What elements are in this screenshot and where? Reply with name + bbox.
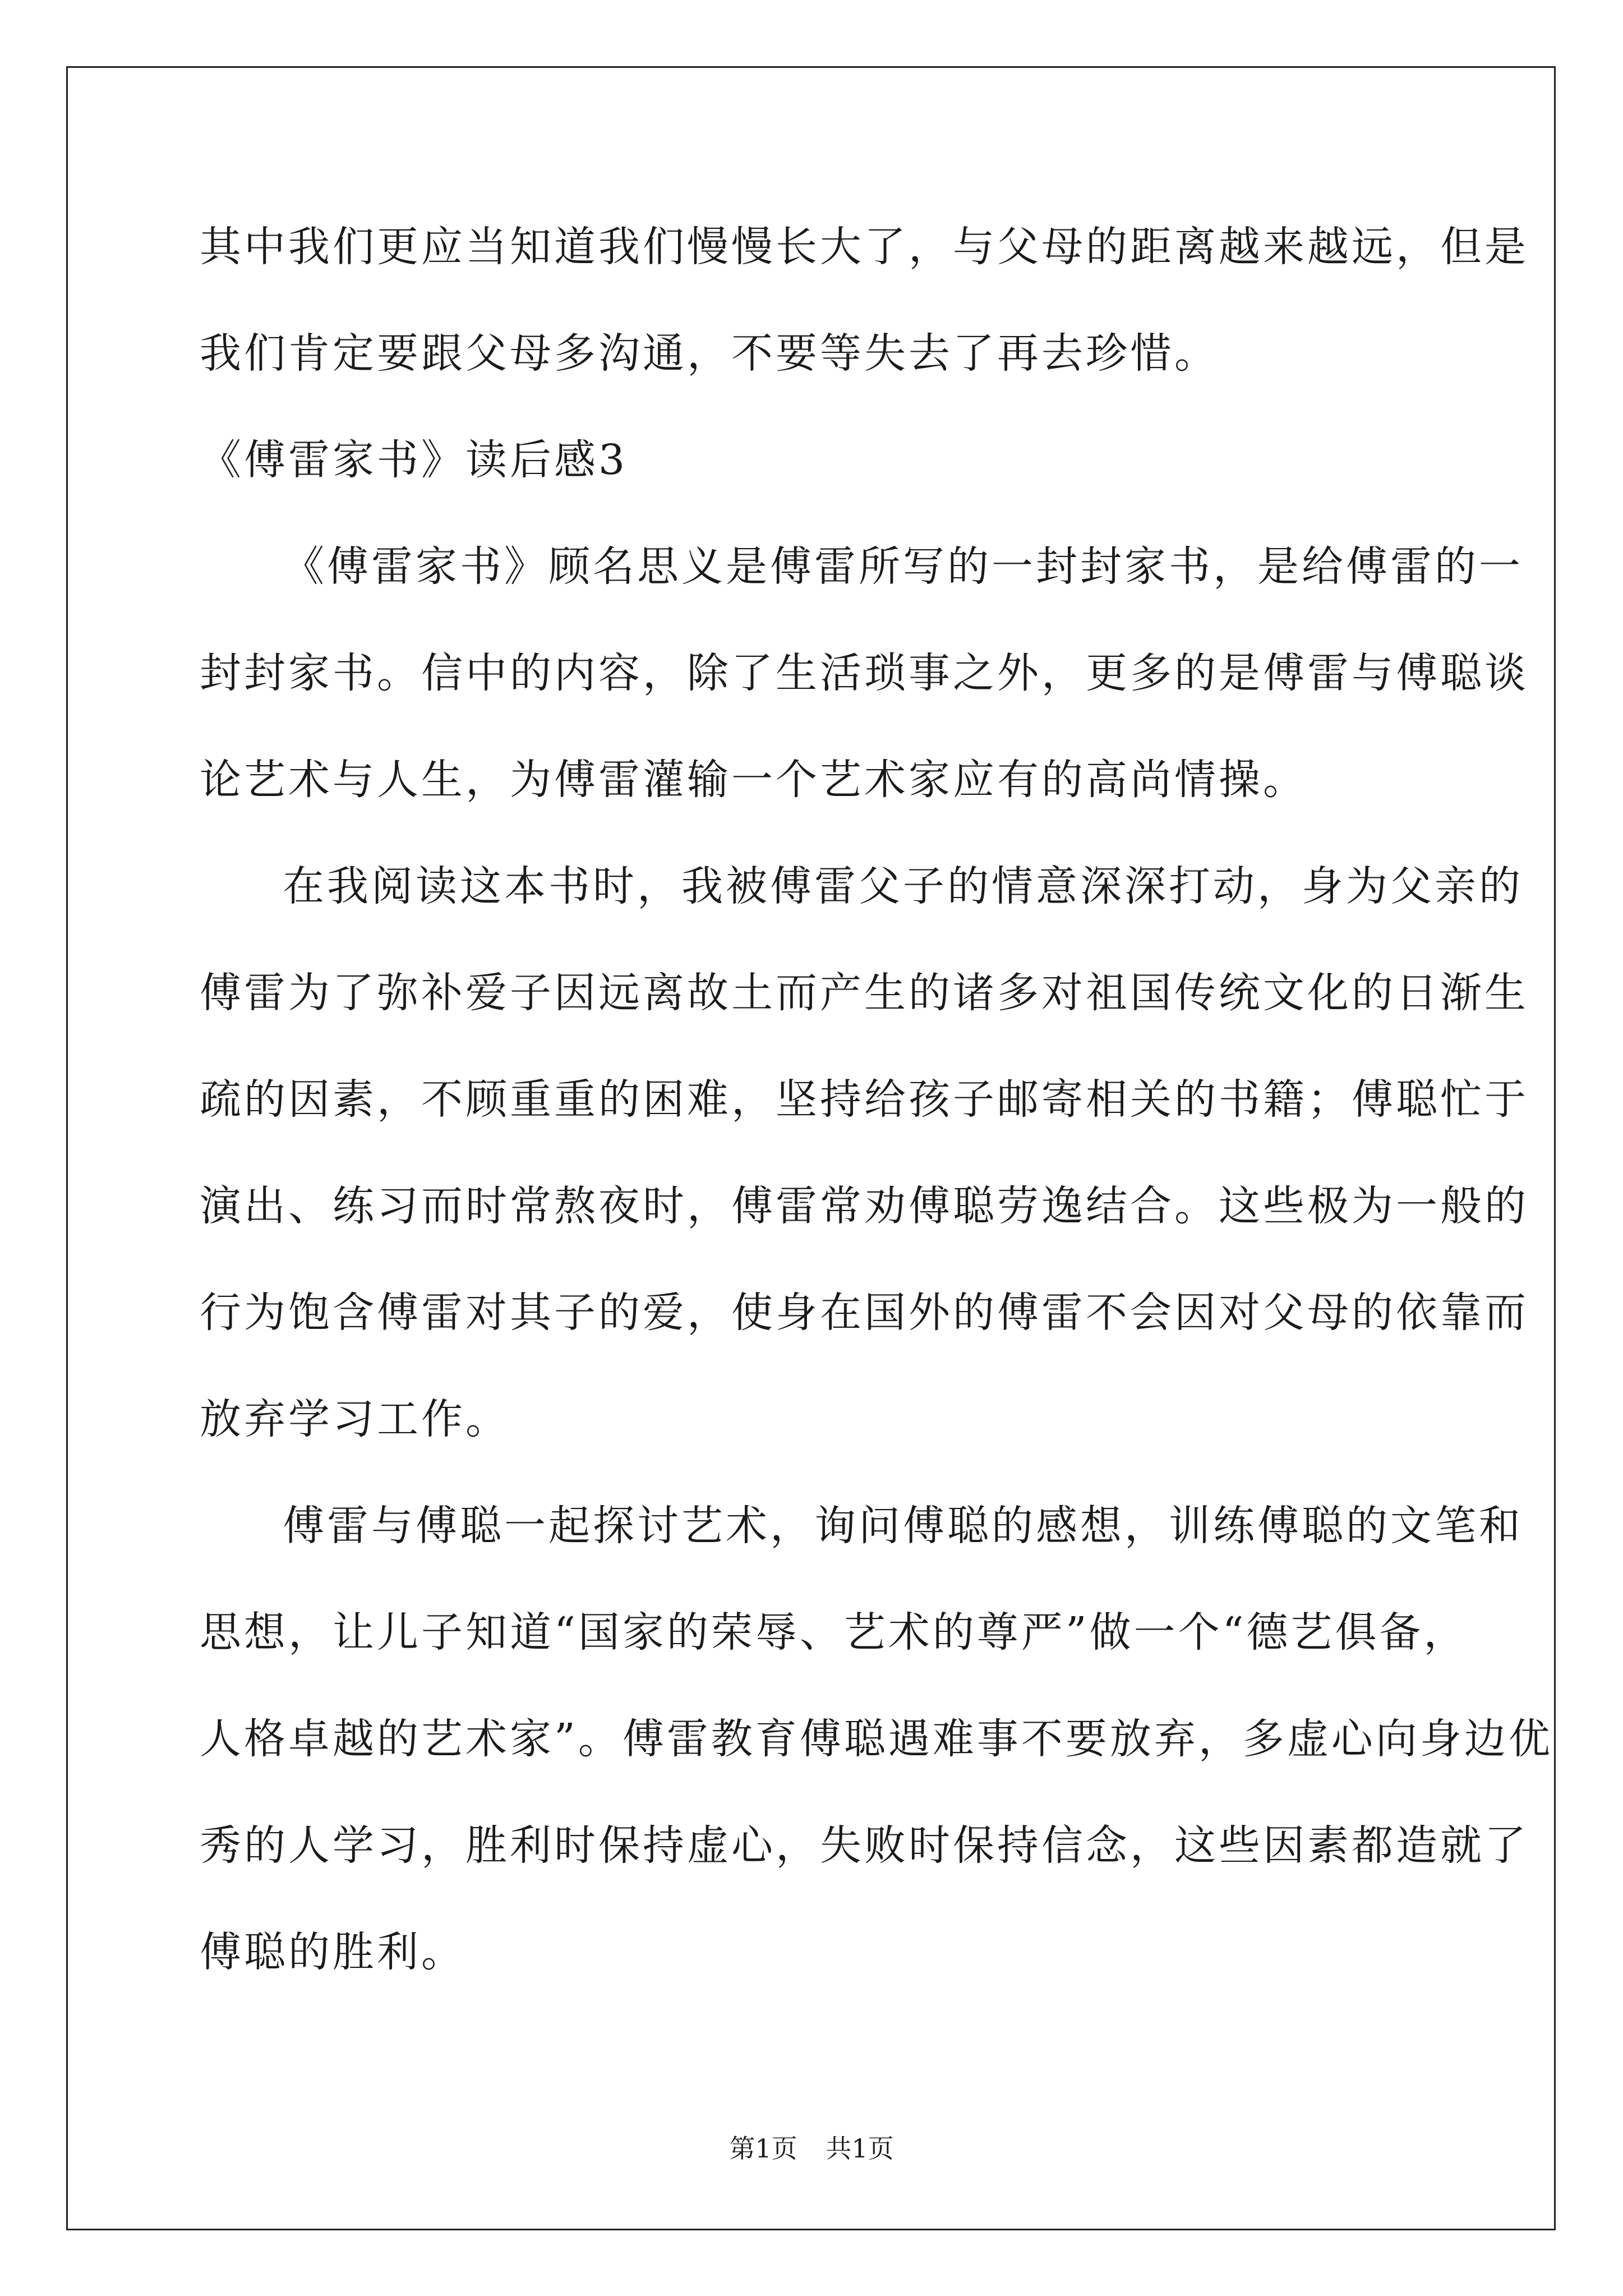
page-total: 共1页 bbox=[826, 2133, 894, 2164]
text-line-8: 傅雷为了弥补爱子因远离故土而产生的诸多对祖国传统文化的日渐生 bbox=[200, 969, 1529, 1017]
document-body bbox=[200, 213, 1553, 2025]
text-line-6: 论艺术与人生，为傅雷灌输一个艺术家应有的高尚情操。 bbox=[200, 756, 1307, 804]
text-line-14: 思想，让儿子知道“国家的荣辱、艺术的尊严”做一个“德艺俱备， bbox=[200, 1608, 1468, 1657]
text-line-11: 行为饱含傅雷对其子的爱，使身在国外的傅雷不会因对父母的依靠而 bbox=[200, 1289, 1529, 1337]
text-line-9: 疏的因素，不顾重重的困难，坚持给孩子邮寄相关的书籍；傅聪忙于 bbox=[200, 1075, 1529, 1124]
text-line-2: 我们肯定要跟父母多沟通，不要等失去了再去珍惜。 bbox=[200, 329, 1219, 378]
text-line-10: 演出、练习而时常熬夜时，傅雷常劝傅聪劳逸结合。这些极为一般的 bbox=[200, 1182, 1529, 1230]
text-line-7: 在我阅读这本书时，我被傅雷父子的情意深深打动，身为父亲的 bbox=[283, 862, 1523, 910]
text-line-1: 其中我们更应当知道我们慢慢长大了，与父母的距离越来越远，但是 bbox=[200, 223, 1529, 271]
text-line-5: 封封家书。信中的内容，除了生活琐事之外，更多的是傅雷与傅聪谈 bbox=[200, 649, 1529, 697]
text-line-4: 《傅雷家书》顾名思义是傅雷所写的一封封家书，是给傅雷的一 bbox=[283, 542, 1523, 591]
text-line-16: 秀的人学习，胜利时保持虚心，失败时保持信念，这些因素都造就了 bbox=[200, 1821, 1529, 1870]
text-line-13: 傅雷与傅聪一起探讨艺术，询问傅聪的感想，训练傅聪的文笔和 bbox=[283, 1502, 1523, 1550]
text-line-12: 放弃学习工作。 bbox=[200, 1395, 510, 1443]
page-number: 第1页 bbox=[729, 2133, 797, 2164]
text-line-17: 傅聪的胜利。 bbox=[200, 1928, 465, 1976]
page-footer bbox=[0, 2132, 1623, 2165]
section-heading: 《傅雷家书》读后感3 bbox=[200, 436, 628, 484]
text-line-15: 人格卓越的艺术家”。傅雷教育傅聪遇难事不要放弃，多虚心向身边优 bbox=[200, 1715, 1553, 1763]
